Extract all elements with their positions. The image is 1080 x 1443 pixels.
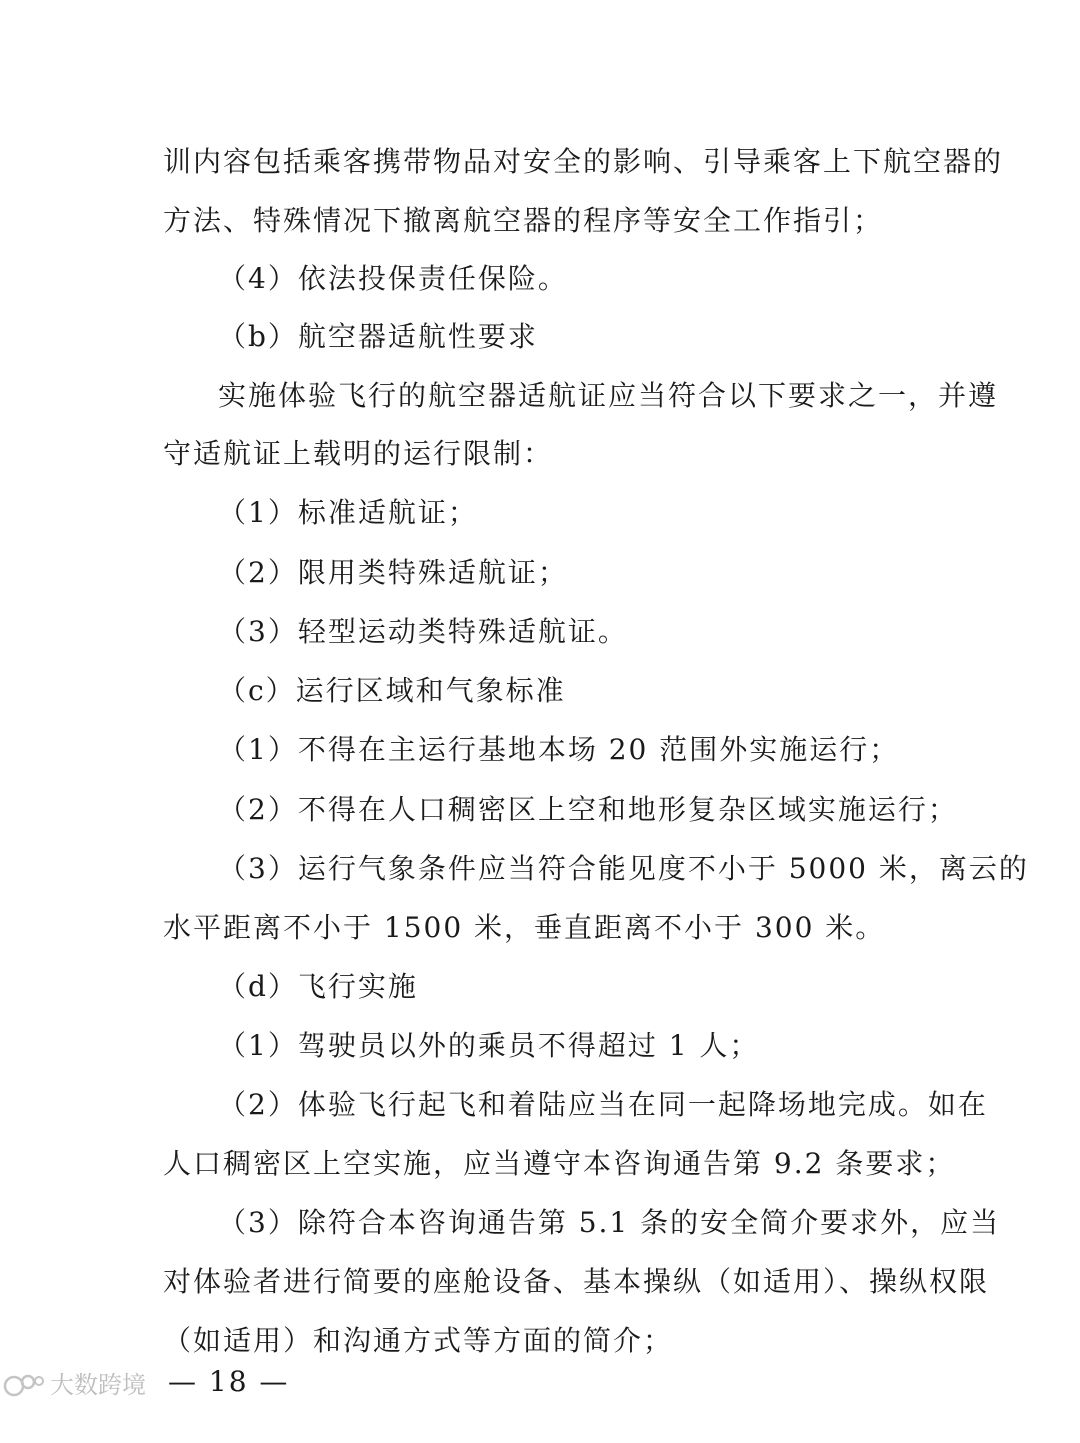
- body-line: 守适航证上载明的运行限制：: [163, 437, 554, 470]
- list-item: （3）运行气象条件应当符合能见度不小于 5000 米，离云的: [218, 852, 1029, 885]
- list-item: （1）标准适航证；: [218, 496, 478, 529]
- list-item: （3）除符合本咨询通告第 5.1 条的安全简介要求外，应当: [218, 1206, 1001, 1239]
- body-line: 人口稠密区上空实施，应当遵守本咨询通告第 9.2 条要求；: [163, 1147, 956, 1180]
- list-item: （3）轻型运动类特殊适航证。: [218, 615, 628, 648]
- body-line: 方法、特殊情况下撤离航空器的程序等安全工作指引；: [163, 204, 884, 237]
- list-item: （2）限用类特殊适航证；: [218, 556, 568, 589]
- section-heading: （c）运行区域和气象标准: [218, 674, 566, 707]
- section-heading: （b）航空器适航性要求: [218, 320, 538, 353]
- section-heading: （d）飞行实施: [218, 970, 418, 1003]
- watermark-logo-icon: [2, 1372, 46, 1398]
- body-line: （如适用）和沟通方式等方面的简介；: [163, 1324, 674, 1357]
- watermark: [2, 1370, 146, 1400]
- list-item: （2）不得在人口稠密区上空和地形复杂区域实施运行；: [218, 793, 958, 826]
- list-item: （2）体验飞行起飞和着陆应当在同一起降场地完成。如在: [218, 1088, 988, 1121]
- list-item: （1）驾驶员以外的乘员不得超过 1 人；: [218, 1029, 760, 1062]
- body-line: 实施体验飞行的航空器适航证应当符合以下要求之一，并遵: [218, 379, 999, 412]
- watermark-text: 大数跨境: [50, 1371, 146, 1399]
- body-line: 训内容包括乘客携带物品对安全的影响、引导乘客上下航空器的: [163, 145, 1004, 178]
- list-item: （1）不得在主运行基地本场 20 范围外实施运行；: [218, 733, 900, 766]
- body-line: 水平距离不小于 1500 米，垂直距离不小于 300 米。: [163, 911, 886, 944]
- body-line: 对体验者进行简要的座舱设备、基本操纵（如适用）、操纵权限: [163, 1265, 990, 1298]
- body-line: （4）依法投保责任保险。: [218, 262, 568, 295]
- page-number: — 18 —: [168, 1365, 290, 1398]
